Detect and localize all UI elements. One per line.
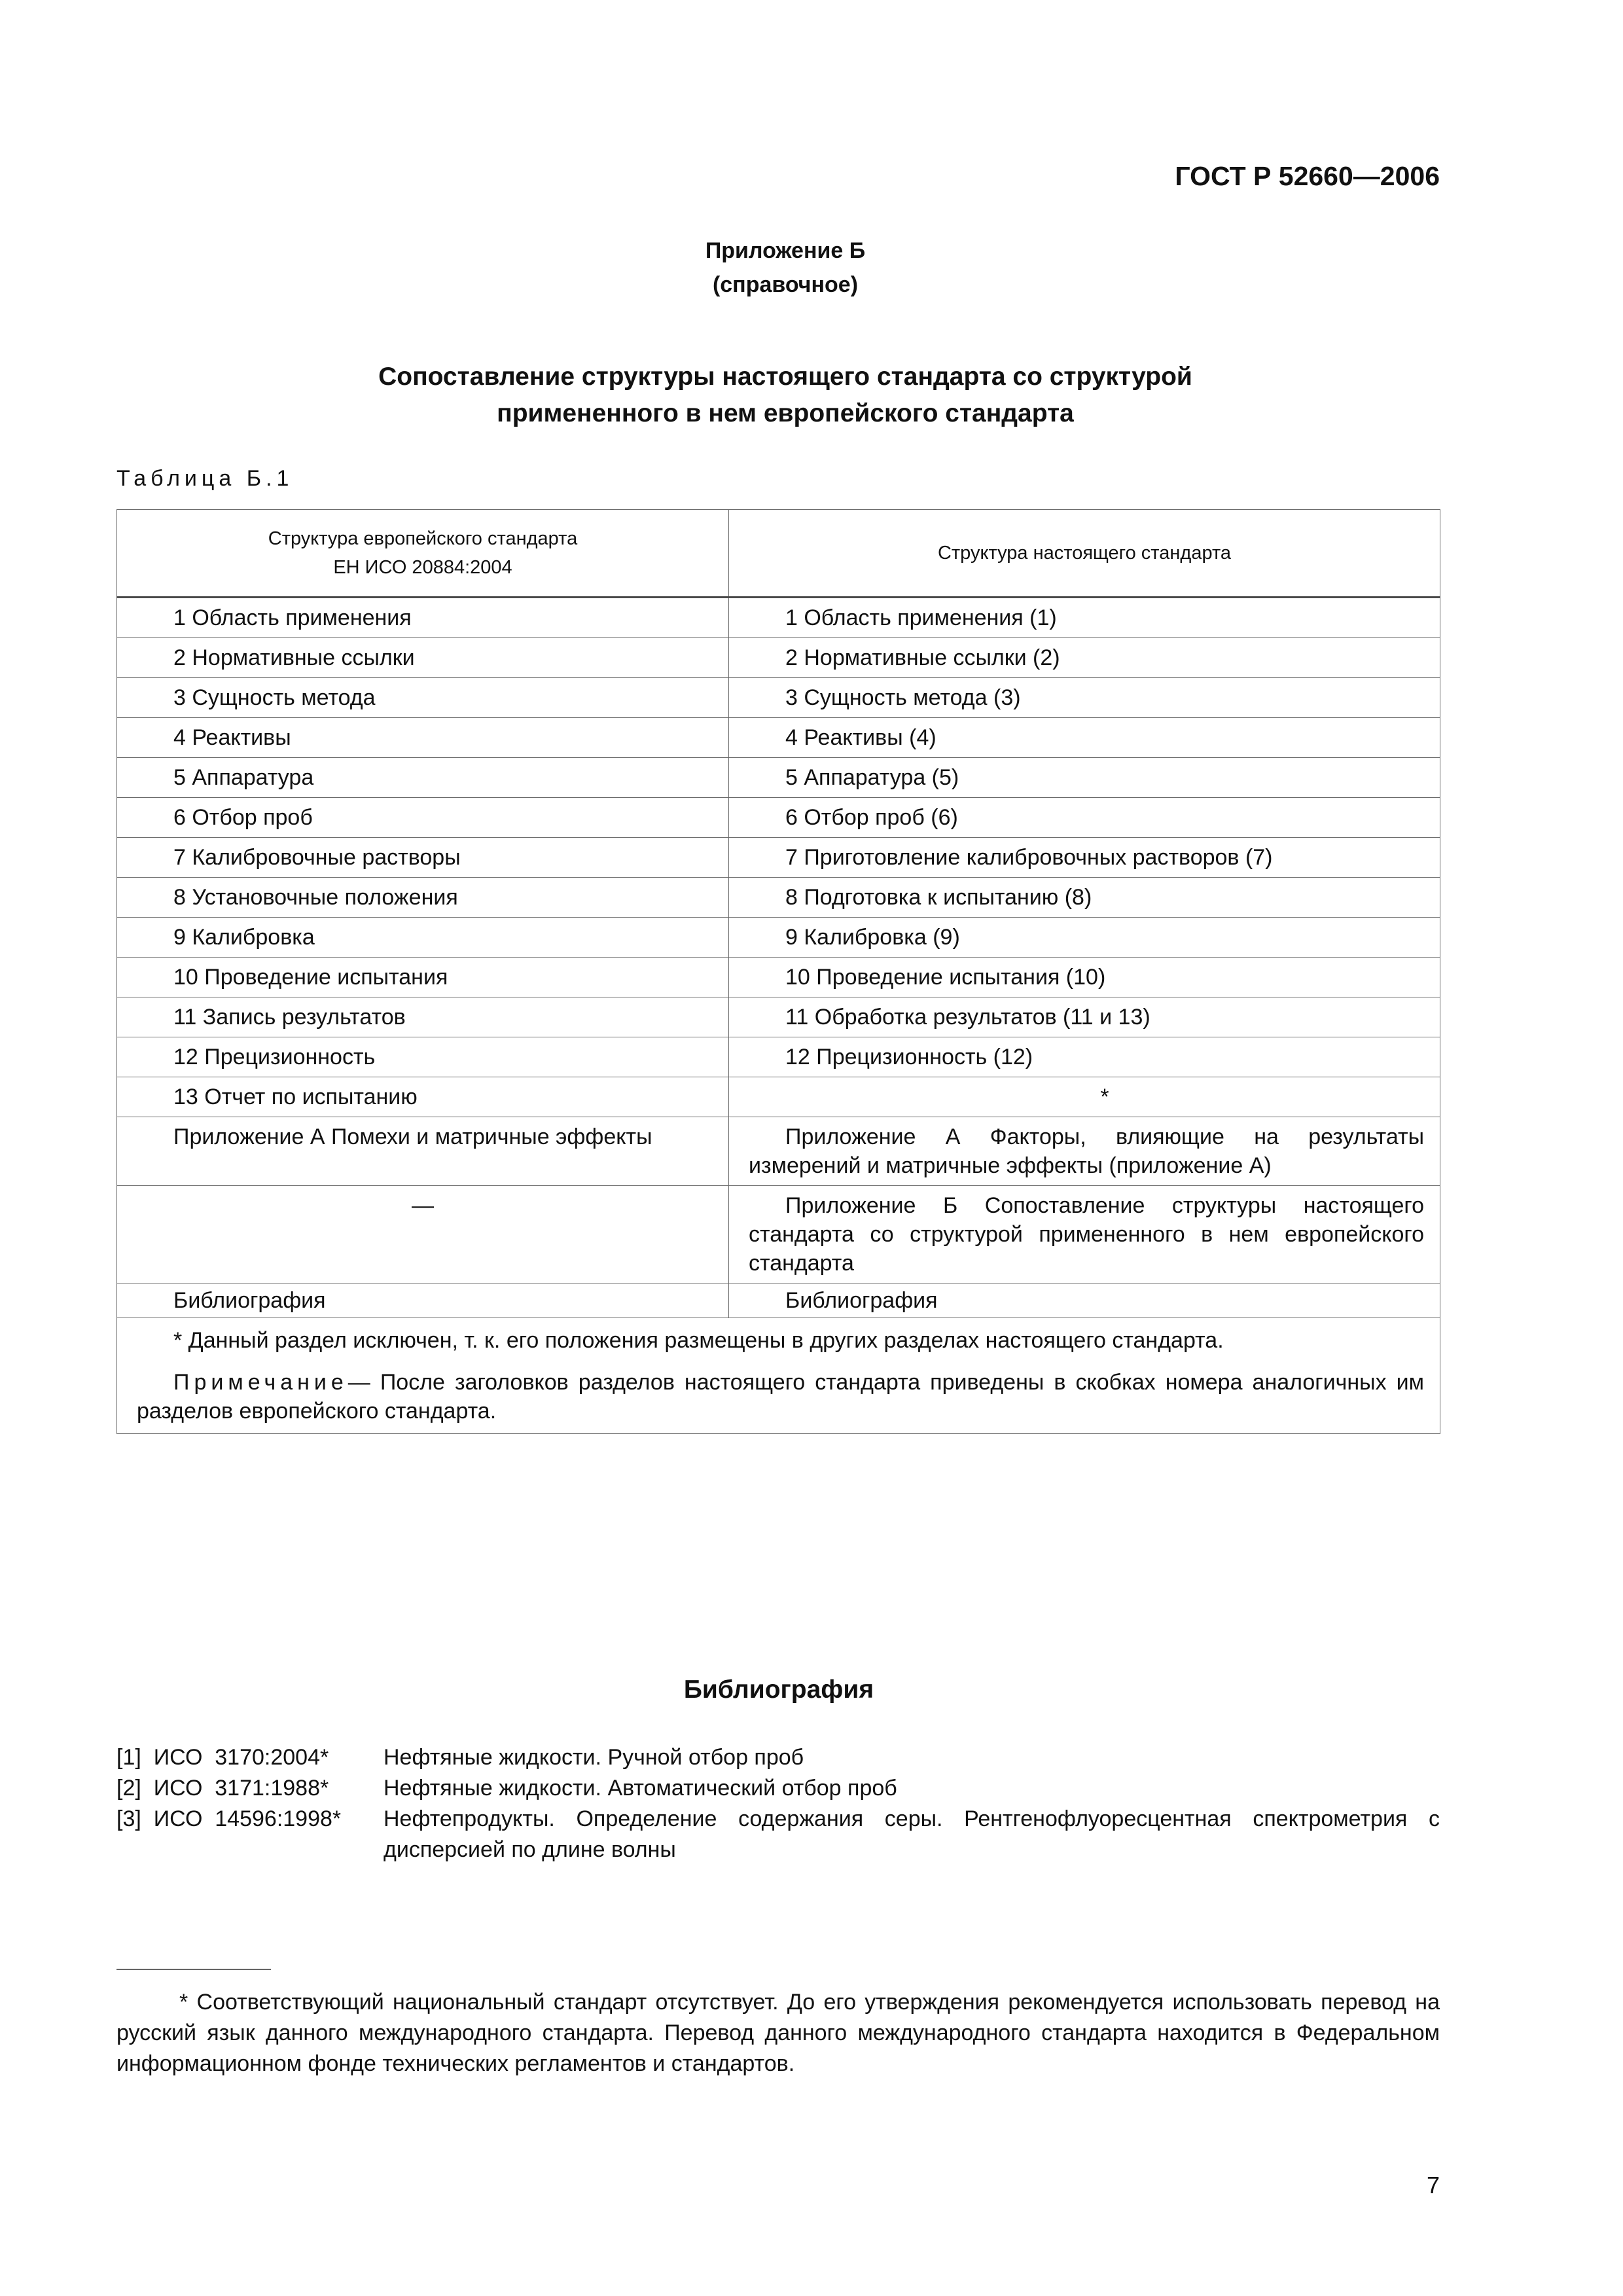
page-footnote: * Соответствующий национальный стандарт отсутствует. До его утверждения рекомендуется использовать перевод на русский язык данного международного стандарта. Перевод данного международного стандарта находится в Федеральном информационном фонде технических регламентов и стандартов. [116,1990,1440,2076]
cell-national-bibliography: Библиография [729,1283,1440,1318]
comparison-table [116,509,1440,1434]
table-row [117,798,1440,838]
table-row [117,638,1440,678]
cell-national: 10 Проведение испытания (10) [729,958,1440,997]
table-row [117,958,1440,997]
header-left-line-1: Структура европейского стандарта [268,528,578,549]
cell-european: 7 Калибровочные растворы [117,838,729,878]
bibliography-text: Нефтепродукты. Определение содержания серы. Рентгенофлуоресцентная спектрометрия с дисперсией по длине волны [383,1806,1440,1862]
cell-national-annex-b: Приложение Б Сопоставление структуры настоящего стандарта со структурой примененного в нем европейского стандарта [729,1186,1440,1283]
bibliography-ref: [3] ИСО 14596:1998* [116,1806,342,1831]
cell-european-bibliography: Библиография [117,1283,729,1318]
table-footnote: * Данный раздел исключен, т. к. его положения размещены в других разделах настоящего стандарта. [173,1328,1224,1353]
cell-national: 12 Прецизионность (12) [729,1037,1440,1077]
bibliography-title: Библиография [683,1676,874,1704]
cell-national: 6 Отбор проб (6) [729,798,1440,838]
cell-national: 3 Сущность метода (3) [729,678,1440,718]
table-footer-row [117,1318,1440,1434]
table-note [137,1368,1424,1426]
cell-european: 6 Отбор проб [117,798,729,838]
table-row [117,758,1440,798]
cell-national: * [729,1077,1440,1117]
cell-european: 11 Запись результатов [117,997,729,1037]
table-row-annex-a [117,1117,1440,1186]
table-row [117,678,1440,718]
cell-national: 4 Реактивы (4) [729,718,1440,758]
table-row [117,918,1440,958]
cell-national: 8 Подготовка к испытанию (8) [729,878,1440,918]
annex-title-line-2: примененного в нем европейского стандарта [497,399,1074,427]
annex-type: (справочное) [712,272,859,297]
bibliography-text: Нефтяные жидкости. Автоматический отбор проб [383,1776,897,1801]
table-row [117,1077,1440,1117]
table-body [117,598,1440,1318]
cell-national: 1 Область применения (1) [729,598,1440,638]
bibliography-ref: [1] ИСО 3170:2004* [116,1745,329,1770]
bibliography-item [116,1742,1440,1773]
table-row [117,1037,1440,1077]
cell-national: 7 Приготовление калибровочных растворов (7) [729,838,1440,878]
cell-european: 3 Сущность метода [117,678,729,718]
bibliography-item [116,1804,1440,1865]
cell-european: 5 Аппаратура [117,758,729,798]
annex-title [0,359,1571,432]
annex-label: Приложение Б [705,238,866,263]
table-row-annex-b [117,1186,1440,1283]
table-row [117,718,1440,758]
bibliography-text: Нефтяные жидкости. Ручной отбор проб [383,1745,804,1770]
bibliography-ref: [2] ИСО 3171:1988* [116,1776,329,1801]
cell-european: 13 Отчет по испытанию [117,1077,729,1117]
cell-national: 5 Аппаратура (5) [729,758,1440,798]
cell-national: 2 Нормативные ссылки (2) [729,638,1440,678]
cell-european: 10 Проведение испытания [117,958,729,997]
table-row [117,838,1440,878]
bibliography-item [116,1773,1440,1804]
table-row-bibliography [117,1283,1440,1318]
table-note-text: — После заголовков разделов настоящего стандарта приведены в скобках номера аналогичных им разделов европейского стандарта. [137,1370,1424,1424]
cell-european-annex-b: — [117,1186,729,1283]
bibliography-list [116,1742,1440,1865]
cell-european: 4 Реактивы [117,718,729,758]
table-note-label: Примечание [173,1370,348,1395]
cell-national: 9 Калибровка (9) [729,918,1440,958]
table-row [117,598,1440,638]
cell-national: 11 Обработка результатов (11 и 13) [729,997,1440,1037]
table-footer [117,1318,1440,1434]
annex-title-line-1: Сопоставление структуры настоящего стандарта со структурой [378,363,1192,391]
header-this-standard-structure: Структура настоящего стандарта [729,510,1440,598]
cell-european: 2 Нормативные ссылки [117,638,729,678]
cell-european: 12 Прецизионность [117,1037,729,1077]
table-row [117,878,1440,918]
page-number: 7 [1426,2172,1440,2198]
cell-european: 8 Установочные положения [117,878,729,918]
document-number: ГОСТ Р 52660—2006 [1175,161,1440,191]
annex-heading [0,234,1571,302]
header-european-structure [117,510,729,598]
table-label: Таблица Б.1 [116,466,294,491]
header-left-line-2: ЕН ИСО 20884:2004 [333,557,512,578]
table-row [117,997,1440,1037]
table-header-row [117,510,1440,598]
cell-european: 1 Область применения [117,598,729,638]
cell-national-annex-a: Приложение А Факторы, влияющие на результаты измерений и матричные эффекты (приложение А) [729,1117,1440,1186]
footnote-separator [116,1969,271,1970]
cell-european-annex-a: Приложение А Помехи и матричные эффекты [117,1117,729,1186]
cell-european: 9 Калибровка [117,918,729,958]
